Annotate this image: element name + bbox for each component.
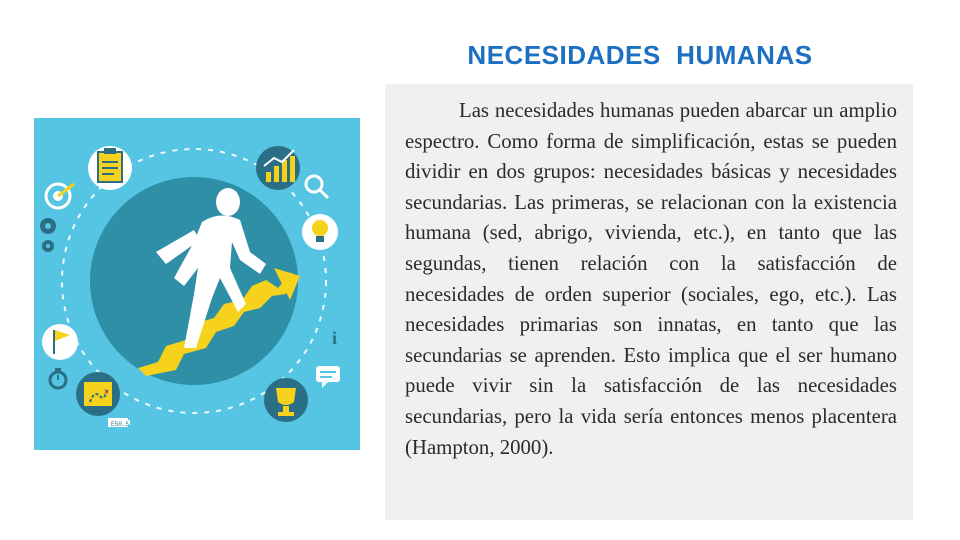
svg-text:x: x — [104, 387, 108, 396]
map-icon — [76, 372, 120, 416]
chat-bubble-icon — [316, 366, 340, 388]
gear-icon — [40, 218, 56, 252]
stopwatch-icon — [50, 368, 66, 388]
slide-title: NECESIDADES HUMANAS — [467, 40, 813, 70]
target-icon — [46, 184, 74, 208]
career-growth-illustration — [34, 118, 360, 450]
trophy-icon — [264, 378, 308, 422]
illustration-graphic — [34, 118, 360, 450]
lightbulb-icon — [302, 214, 338, 250]
magnifier-icon — [306, 176, 328, 198]
bar-chart-icon — [256, 146, 300, 190]
battery-icon — [108, 418, 130, 428]
battery-label: E50.5 — [111, 421, 130, 428]
clipboard-icon — [88, 146, 132, 190]
svg-text:i: i — [332, 328, 338, 348]
info-icon — [332, 328, 337, 348]
book-excerpt-paragraph: Las necesidades humanas pueden abarcar un amplio espectro. Como forma de simplificación, estas se pueden dividir en dos grupos: necesidades básicas y necesidades secundarias. Las primeras, se relacionan con la existencia humana (sed, abrigo, vivienda, etc.), en tanto que las segundas, tienen relación con la satisfacción de necesidades de orden superior (sociales, ego, etc.). Las necesidades primarias son innatas, en tanto que las secundarias se aprenden. Esto implica que el ser humano puede vivir sin la satisfacción de las necesidades secundarias, pero la vida sería entonces menos placentera (Hampton, 2000). — [405, 99, 897, 459]
book-excerpt-box — [385, 84, 913, 520]
flag-icon — [42, 324, 78, 360]
